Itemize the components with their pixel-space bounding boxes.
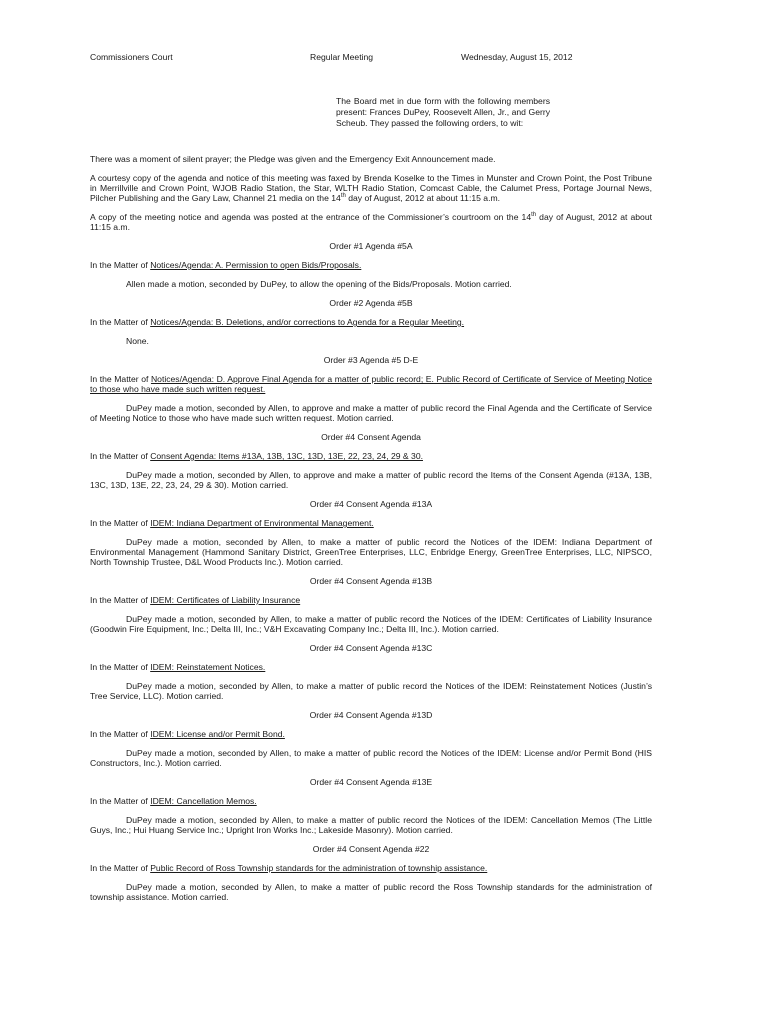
order-motion: DuPey made a motion, seconded by Allen, to make a matter of public record the Notices of the IDEM: Cancellation Memos (The Little Guys, Inc.; Hui Huang Service Inc.; Upright Iron Works Inc.; Lakeside Masonry). Motion carried. bbox=[90, 815, 652, 835]
order-motion: Allen made a motion, seconded by DuPey, to allow the opening of the Bids/Proposals. Motion carried. bbox=[126, 279, 512, 289]
prayer-paragraph: There was a moment of silent prayer; the Pledge was given and the Emergency Exit Announcement made. bbox=[90, 154, 496, 164]
order-motion: DuPey made a motion, seconded by Allen, to approve and make a matter of public record the Final Agenda and the Certificate of Service of Meeting Notice to those who have made such written request. Motion carried. bbox=[90, 403, 652, 423]
matter-subject: IDEM: Cancellation Memos. bbox=[150, 796, 257, 806]
order-matter bbox=[90, 662, 652, 672]
order-motion: DuPey made a motion, seconded by Allen, to make a matter of public record the Notices of the IDEM: Reinstatement Notices (Justin’s Tree Service, LLC). Motion carried. bbox=[90, 681, 652, 701]
order-block bbox=[90, 298, 652, 346]
matter-prefix: In the Matter of bbox=[90, 595, 151, 605]
matter-prefix: In the Matter of bbox=[90, 260, 151, 270]
matter-subject: IDEM: License and/or Permit Bond. bbox=[150, 729, 285, 739]
order-motion: DuPey made a motion, seconded by Allen, to approve and make a matter of public record the Items of the Consent Agenda (#13A, 13B, 13C, 13D, 13E, 22, 23, 24, 29 & 30). Motion carried. bbox=[90, 470, 652, 490]
matter-prefix: In the Matter of bbox=[90, 796, 151, 806]
order-motion: DuPey made a motion, seconded by Allen, to make a matter of public record the Notices of the IDEM: Indiana Department of Environmental Management (Hammond Sanitary District, GreenTree Enterprises, LLC, Enbridge Energy, GreenTree Enterprises, LLC, NIPSCO, North Township Trustee, D&L Wood Products Inc.). Motion carried. bbox=[90, 537, 652, 567]
order-title: Order #4 Consent Agenda #13A bbox=[309, 499, 433, 509]
order-block bbox=[90, 576, 652, 634]
order-matter bbox=[90, 260, 652, 270]
minutes-body bbox=[90, 154, 652, 911]
order-motion: None. bbox=[126, 336, 149, 346]
order-motion: DuPey made a motion, seconded by Allen, to make a matter of public record the Notices of the IDEM: Certificates of Liability Insurance (Goodwin Fire Equipment, Inc.; Delta III, Inc.; V&H Excavating Company Inc.; Delta III, Inc.). Motion carried. bbox=[90, 614, 652, 634]
order-matter bbox=[90, 451, 652, 461]
matter-subject: IDEM: Indiana Department of Environmental Management. bbox=[150, 518, 374, 528]
posted-text: A copy of the meeting notice and agenda was posted at the entrance of the Commissioner’s courtroom on the 14 bbox=[90, 212, 532, 222]
matter-prefix: In the Matter of bbox=[90, 662, 151, 672]
order-matter bbox=[90, 317, 652, 327]
order-title: Order #4 Consent Agenda #22 bbox=[312, 844, 430, 854]
posted-paragraph bbox=[90, 212, 652, 232]
order-motion: DuPey made a motion, seconded by Allen, to make a matter of public record the Ross Township standards for the administration of township assistance. Motion carried. bbox=[90, 882, 652, 902]
matter-prefix: In the Matter of bbox=[90, 518, 151, 528]
order-title: Order #3 Agenda #5 D-E bbox=[323, 355, 419, 365]
courtesy-sup: th bbox=[340, 193, 346, 200]
matter-prefix: In the Matter of bbox=[90, 451, 151, 461]
order-block bbox=[90, 777, 652, 835]
matter-subject: Public Record of Ross Township standards for the administration of township assistance. bbox=[150, 863, 488, 873]
members-present-paragraph: The Board met in due form with the following members present: Frances DuPey, Roosevelt Allen, Jr., and Gerry Scheub. They passed the following orders, to wit: bbox=[336, 96, 550, 128]
posted-sup: th bbox=[531, 212, 537, 219]
order-matter bbox=[90, 595, 652, 605]
order-block bbox=[90, 499, 652, 567]
order-block bbox=[90, 844, 652, 902]
header-meeting-date: Wednesday, August 15, 2012 bbox=[461, 52, 573, 62]
order-block bbox=[90, 643, 652, 701]
order-title: Order #2 Agenda #5B bbox=[329, 298, 413, 308]
order-matter bbox=[90, 863, 652, 873]
order-title: Order #4 Consent Agenda #13C bbox=[309, 643, 433, 653]
header-meeting-type: Regular Meeting bbox=[310, 52, 374, 62]
posted-text-end: day of August, 2012 at about 11:15 a.m. bbox=[90, 212, 652, 232]
matter-subject: Notices/Agenda: A. Permission to open Bids/Proposals. bbox=[150, 260, 362, 270]
order-motion: DuPey made a motion, seconded by Allen, to make a matter of public record the Notices of the IDEM: License and/or Permit Bond (HIS Constructors, Inc.). Motion carried. bbox=[90, 748, 652, 768]
order-title: Order #4 Consent Agenda #13B bbox=[309, 576, 433, 586]
matter-subject: Notices/Agenda: B. Deletions, and/or corrections to Agenda for a Regular Meeting. bbox=[150, 317, 465, 327]
order-matter bbox=[90, 518, 652, 528]
order-matter bbox=[90, 796, 652, 806]
matter-subject: IDEM: Certificates of Liability Insurance bbox=[150, 595, 301, 605]
order-title: Order #4 Consent Agenda #13E bbox=[309, 777, 433, 787]
matter-prefix: In the Matter of bbox=[90, 317, 151, 327]
order-block bbox=[90, 241, 652, 289]
courtesy-copy-paragraph bbox=[90, 173, 652, 203]
header-court-name: Commissioners Court bbox=[90, 52, 173, 62]
order-block bbox=[90, 710, 652, 768]
matter-subject: Consent Agenda: Items #13A, 13B, 13C, 13D, 13E, 22, 23, 24, 29 & 30. bbox=[150, 451, 423, 461]
order-title: Order #4 Consent Agenda #13D bbox=[309, 710, 433, 720]
matter-subject: Notices/Agenda: D. Approve Final Agenda for a matter of public record; E. Public Record of Certificate of Service of Meeting Notice to those who have made such written request. bbox=[90, 374, 652, 394]
matter-prefix: In the Matter of bbox=[90, 729, 151, 739]
order-title: Order #4 Consent Agenda bbox=[321, 432, 421, 442]
order-matter bbox=[90, 729, 652, 739]
order-title: Order #1 Agenda #5A bbox=[329, 241, 413, 251]
order-matter bbox=[90, 374, 652, 394]
matter-prefix: In the Matter of bbox=[90, 863, 151, 873]
matter-prefix: In the Matter of bbox=[90, 374, 151, 384]
matter-subject: IDEM: Reinstatement Notices. bbox=[150, 662, 266, 672]
courtesy-text: A courtesy copy of the agenda and notice of this meeting was faxed by Brenda Koselke to the Times in Munster and Crown Point, the Post Tribune in Merrillville and Crown Point, WJOB Radio Station, the Star, WLTH Radio Station, Comcast Cable, the Calumet Press, Portage Journal News, Pilcher Publishing and the Gary Law, Channel 21 media on the 14 bbox=[90, 173, 652, 203]
order-block bbox=[90, 355, 652, 423]
courtesy-text-end: day of August, 2012 at about 11:15 a.m. bbox=[345, 193, 501, 203]
order-block bbox=[90, 432, 652, 490]
